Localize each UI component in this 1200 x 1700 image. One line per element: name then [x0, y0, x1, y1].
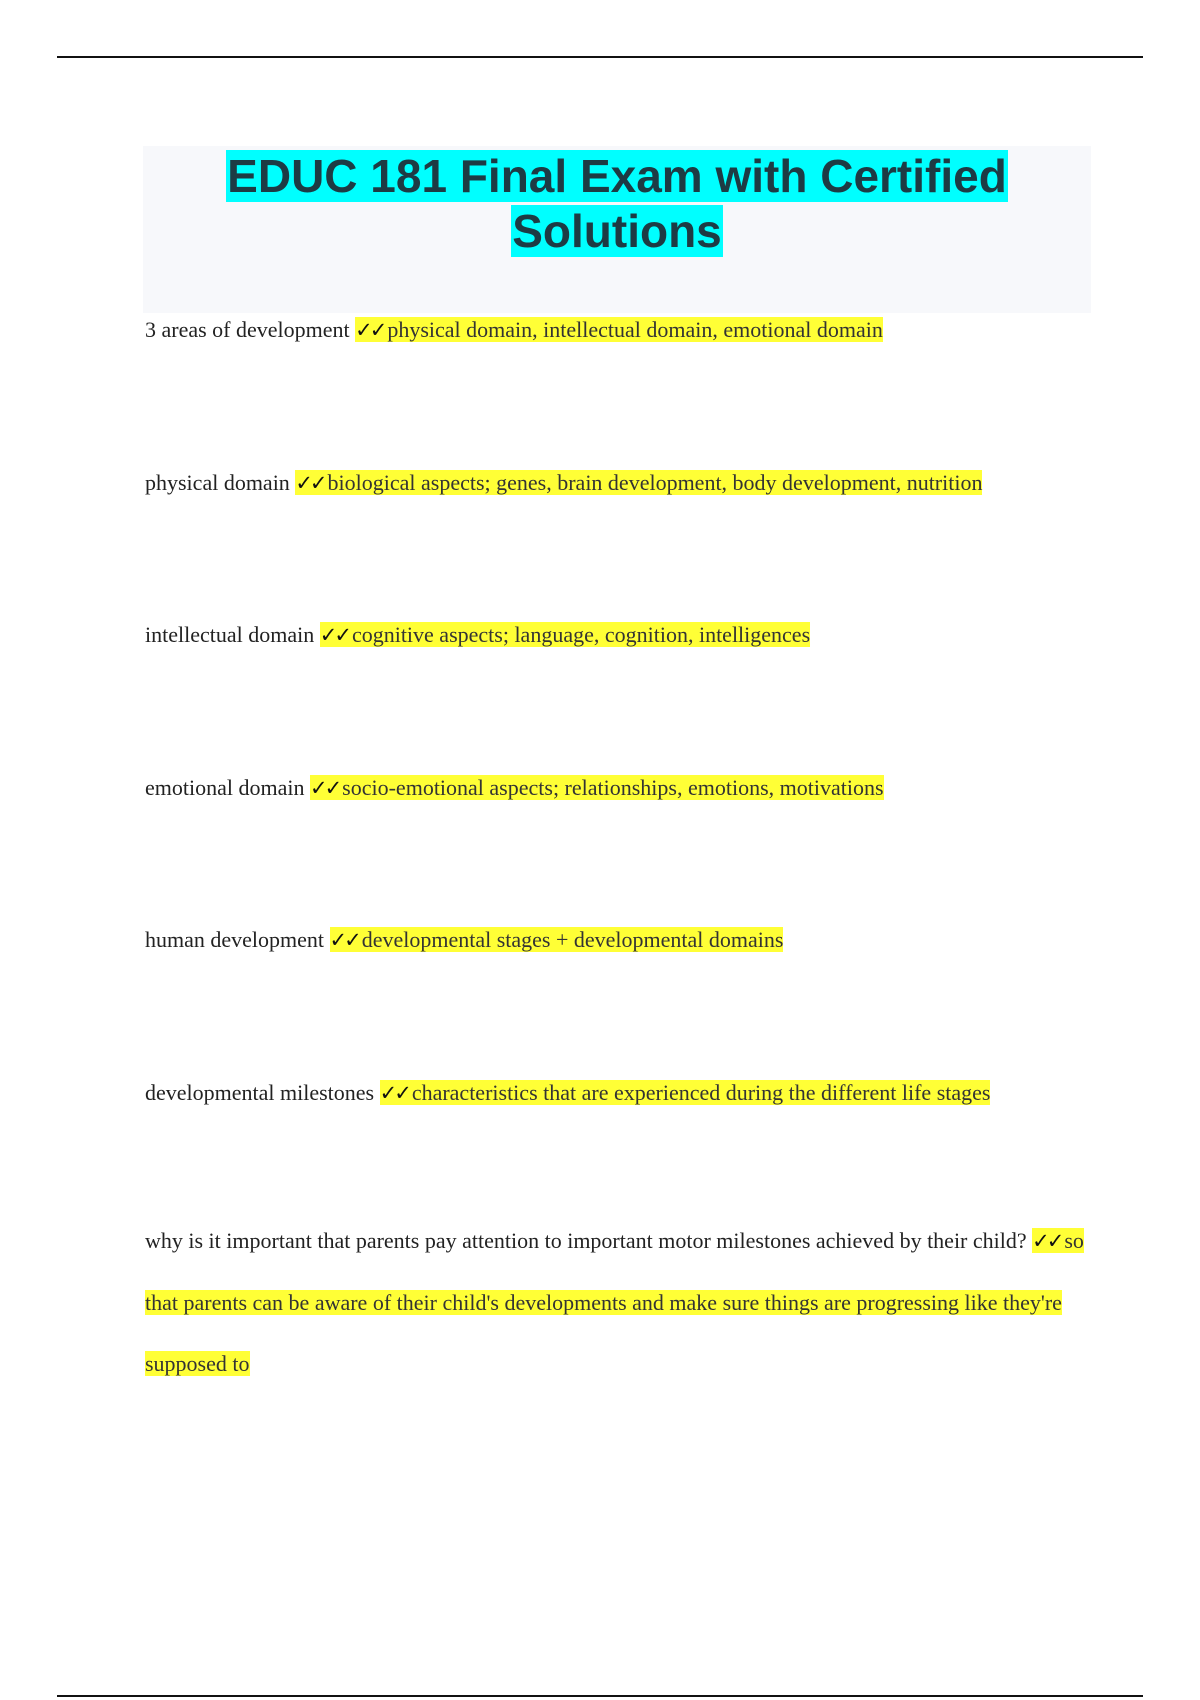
question-text: physical domain	[145, 470, 290, 495]
document-title	[143, 146, 1091, 259]
answer-highlight	[355, 317, 883, 342]
title-line-2: Solutions	[512, 205, 722, 257]
question-text: emotional domain	[145, 775, 305, 800]
question-text: intellectual domain	[145, 622, 315, 647]
answer-highlight	[320, 622, 810, 647]
qa-item	[145, 1210, 1085, 1394]
double-check-icon: ✓✓	[1032, 1229, 1062, 1253]
header-rule	[57, 56, 1143, 58]
qa-item	[145, 452, 1085, 514]
question-text: 3 areas of development	[145, 317, 350, 342]
answer-text: cognitive aspects; language, cognition, intelligences	[351, 622, 811, 647]
question-text: why is it important that parents pay attention to important motor milestones achieved by their child?	[145, 1228, 1027, 1253]
double-check-icon: ✓✓	[329, 928, 359, 952]
answer-highlight	[310, 775, 884, 800]
double-check-icon: ✓✓	[379, 1081, 409, 1105]
title-block	[143, 146, 1091, 313]
question-text: developmental milestones	[145, 1080, 375, 1105]
answer-text: characteristics that are experienced during the different life stages	[411, 1080, 991, 1105]
qa-item	[145, 1062, 1085, 1124]
qa-item	[145, 909, 1085, 971]
double-check-icon: ✓✓	[319, 623, 349, 647]
answer-text: so that parents can be aware of their child's developments and make sure things are progressing like they're supposed to	[145, 1228, 1084, 1376]
answer-highlight	[330, 927, 784, 952]
qa-item	[145, 604, 1085, 666]
answer-text: developmental stages + developmental domains	[361, 927, 784, 952]
question-text: human development	[145, 927, 325, 952]
answer-highlight	[295, 470, 982, 495]
answer-highlight	[380, 1080, 991, 1105]
answer-text: socio-emotional aspects; relationships, emotions, motivations	[342, 775, 884, 800]
qa-item	[145, 299, 1085, 361]
footer-rule	[57, 1695, 1143, 1697]
answer-text: biological aspects; genes, brain development, body development, nutrition	[327, 470, 983, 495]
qa-item	[145, 757, 1085, 819]
double-check-icon: ✓✓	[295, 471, 325, 495]
title-line-1: EDUC 181 Final Exam with Certified	[227, 150, 1007, 202]
answer-text: physical domain, intellectual domain, emotional domain	[387, 317, 883, 342]
double-check-icon: ✓✓	[309, 776, 340, 800]
double-check-icon: ✓✓	[355, 318, 385, 342]
